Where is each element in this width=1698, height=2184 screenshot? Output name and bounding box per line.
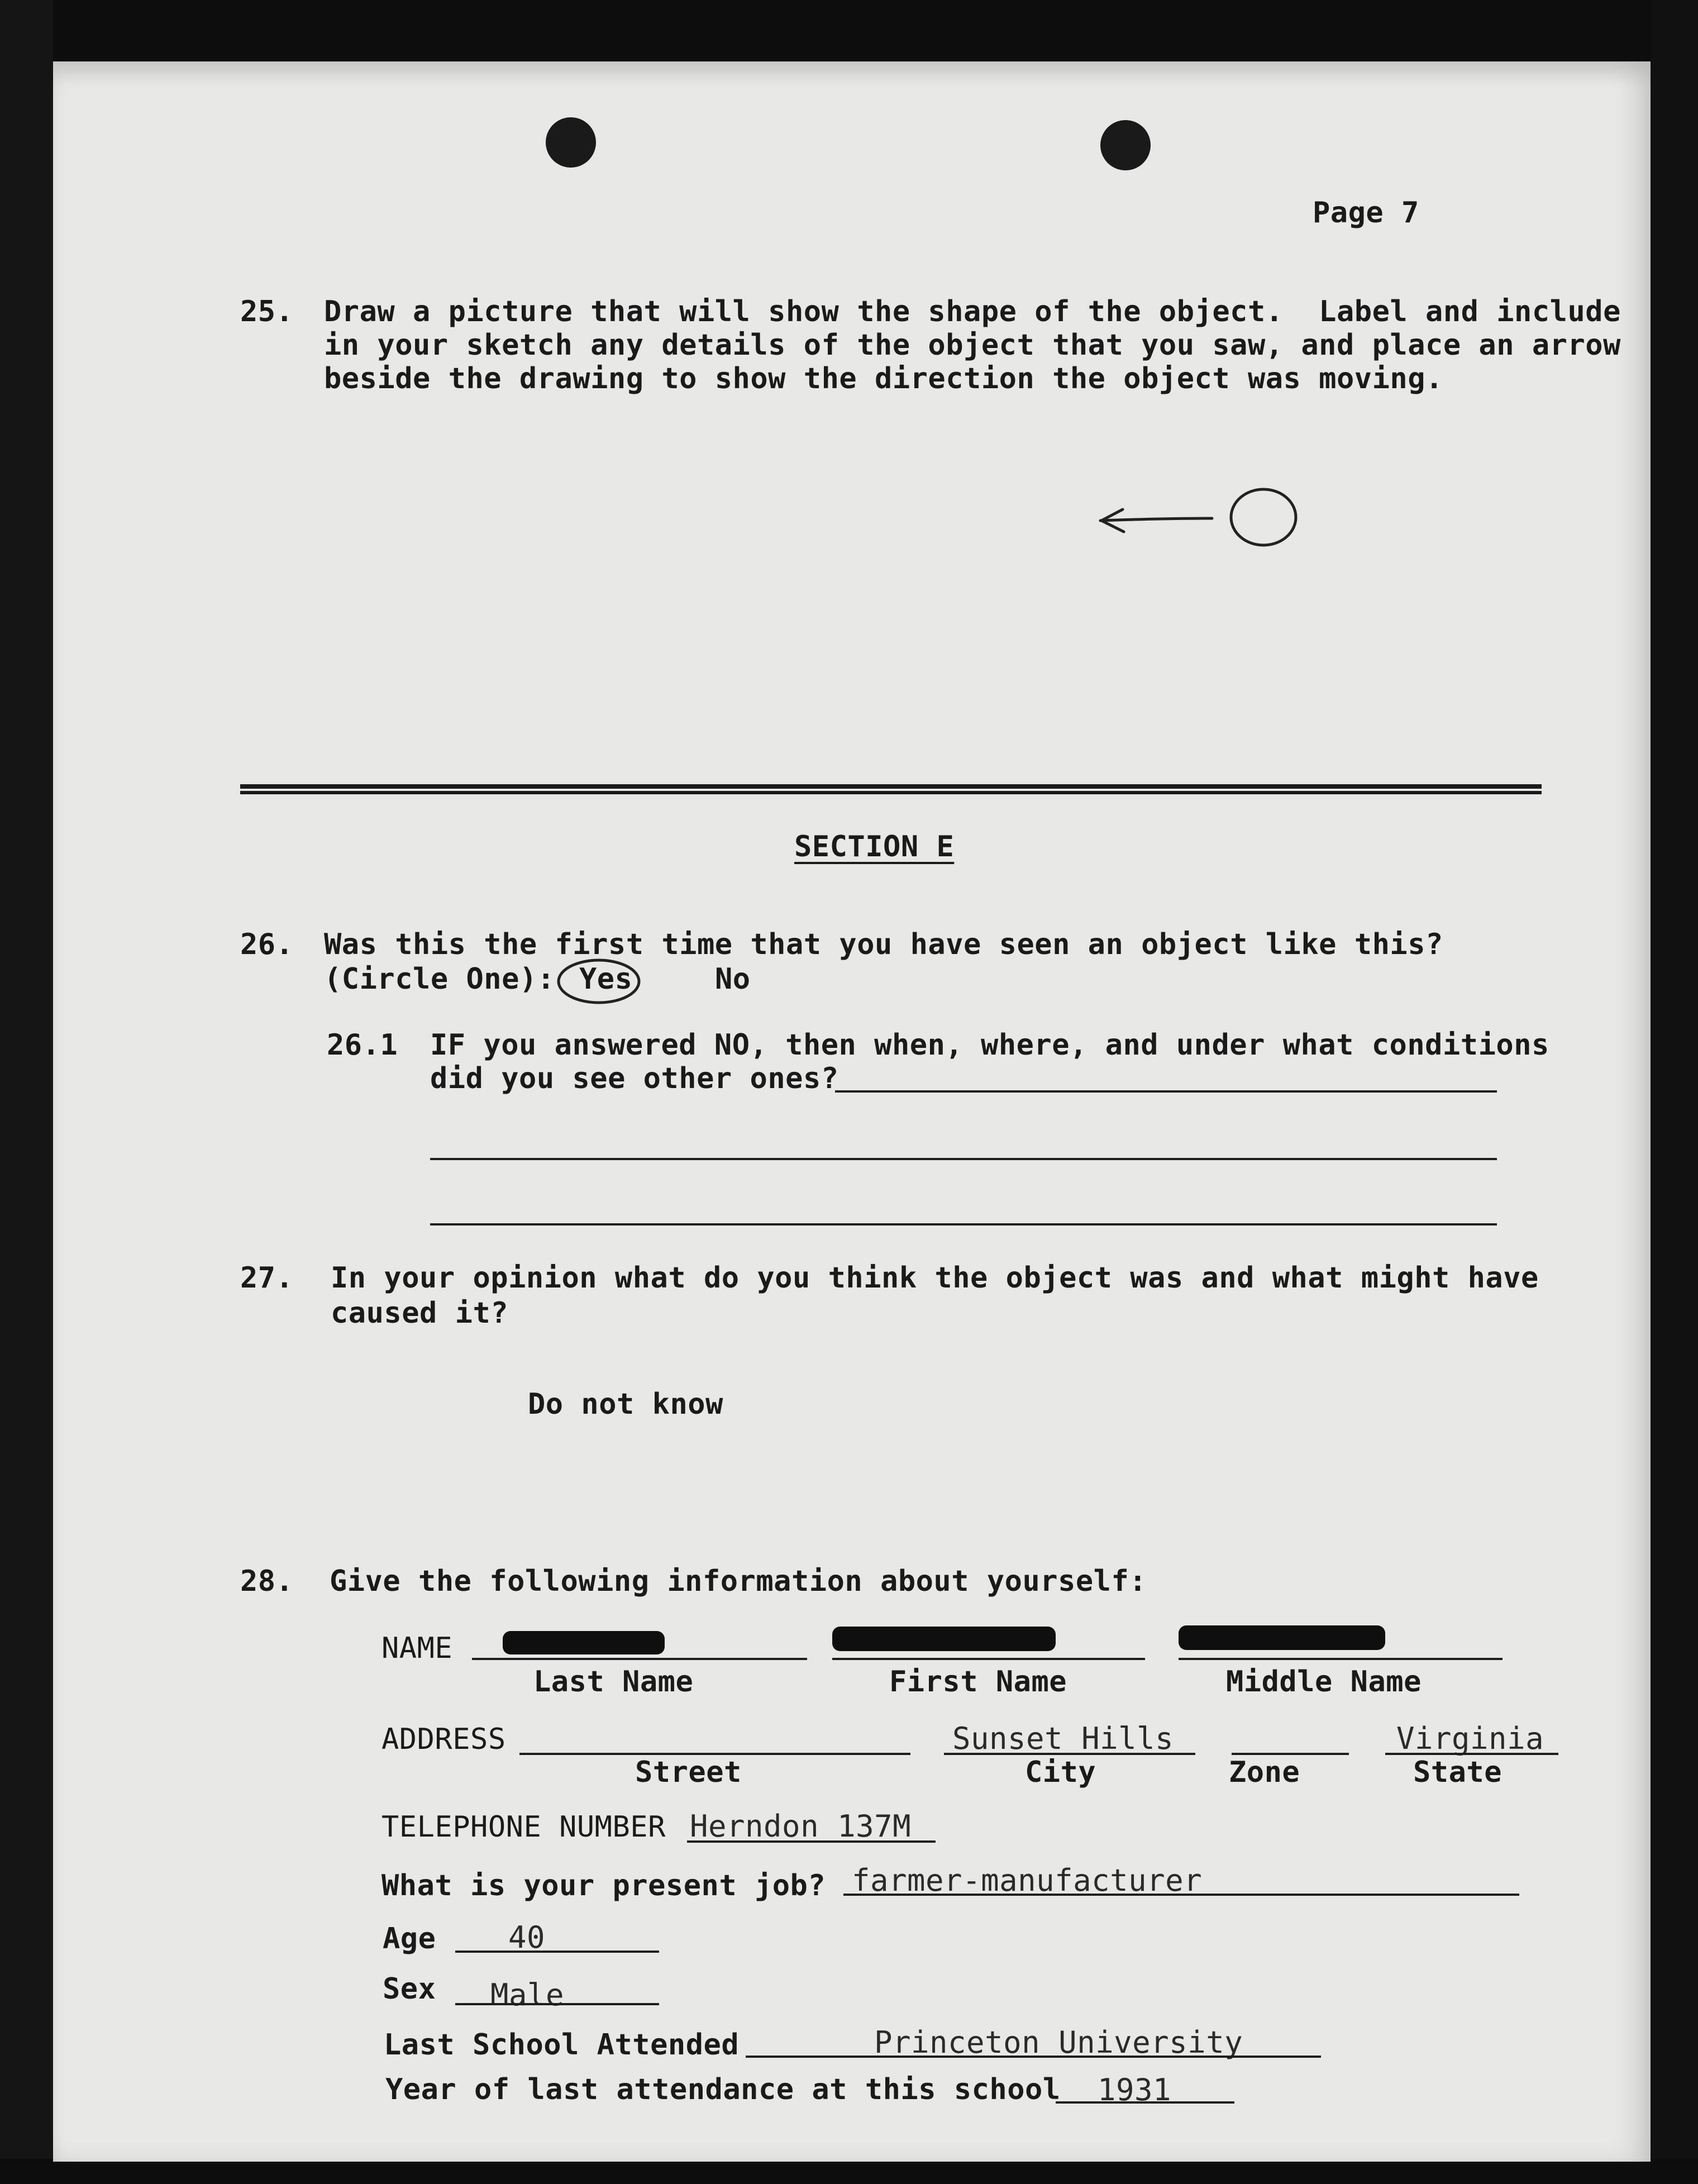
q26-1-answer-line-1[interactable]	[835, 1090, 1497, 1093]
yes-circle-mark	[554, 956, 643, 1007]
q26-1-line-1: IF you answered NO, then when, where, and under what conditions	[430, 1028, 1549, 1062]
page-number: Page 7	[1313, 196, 1419, 230]
job-value: farmer-manufacturer	[852, 1863, 1203, 1898]
age-line[interactable]	[455, 1951, 659, 1953]
telephone-line[interactable]	[687, 1840, 936, 1843]
scan-border-top	[0, 0, 1698, 64]
q26-1-line-2: did you see other ones?	[430, 1062, 839, 1095]
q26-circle-label: (Circle One):	[324, 962, 555, 996]
age-label: Age	[383, 1922, 436, 1956]
section-title: SECTION E	[794, 830, 955, 864]
state-line[interactable]	[1385, 1753, 1558, 1755]
sex-value: Male	[490, 1977, 565, 2013]
q26-1-number: 26.1	[327, 1028, 398, 1062]
scan-border-right	[1651, 0, 1698, 2184]
city-value: Sunset Hills	[952, 1721, 1174, 1756]
year-label: Year of last attendance at this school	[385, 2073, 1061, 2106]
scan-border-left	[0, 0, 53, 2184]
punch-hole-left	[546, 117, 596, 168]
state-caption: State	[1413, 1756, 1503, 1789]
last-name-caption: Last Name	[533, 1665, 694, 1699]
school-value: Princeton University	[874, 2025, 1243, 2060]
school-label: Last School Attended	[384, 2028, 740, 2062]
q27-line-2: caused it?	[331, 1296, 509, 1330]
city-line[interactable]	[944, 1753, 1195, 1755]
arrow-left-icon	[1100, 509, 1212, 532]
age-value: 40	[508, 1920, 546, 1955]
first-name-line[interactable]	[832, 1658, 1145, 1660]
street-caption: Street	[635, 1756, 742, 1789]
sex-label: Sex	[383, 1972, 436, 2006]
q26-number: 26.	[240, 928, 294, 961]
address-label: ADDRESS	[381, 1723, 506, 1756]
scan-border-bottom	[0, 2159, 1698, 2184]
object-sketch	[1084, 480, 1318, 553]
redaction-first-name	[832, 1627, 1056, 1651]
q25-number: 25.	[240, 295, 294, 328]
circle-object-icon	[1231, 489, 1296, 545]
q25-line-3: beside the drawing to show the direction the object was moving.	[324, 362, 1443, 395]
q26-option-no[interactable]: No	[715, 962, 751, 996]
q25-line-2: in your sketch any details of the object that you saw, and place an arrow	[324, 328, 1621, 362]
q27-number: 27.	[240, 1261, 294, 1295]
q26-1-answer-line-3[interactable]	[430, 1223, 1497, 1225]
section-divider	[240, 784, 1542, 794]
street-line[interactable]	[519, 1753, 910, 1755]
zone-line[interactable]	[1232, 1753, 1349, 1755]
job-label: What is your present job?	[381, 1869, 826, 1902]
q28-number: 28.	[240, 1565, 294, 1598]
q27-answer: Do not know	[528, 1387, 723, 1421]
q26-1-answer-line-2[interactable]	[430, 1158, 1497, 1160]
q28-line-1: Give the following information about yourself:	[330, 1565, 1147, 1598]
first-name-caption: First Name	[889, 1665, 1067, 1699]
q27-line-1: In your opinion what do you think the object was and what might have	[331, 1261, 1539, 1295]
last-name-line[interactable]	[472, 1658, 807, 1660]
sex-line[interactable]	[455, 2003, 659, 2005]
zone-caption: Zone	[1229, 1756, 1300, 1789]
q25-line-1: Draw a picture that will show the shape of the object. Label and include	[324, 295, 1621, 328]
redaction-last-name	[503, 1631, 665, 1654]
q26-option-yes[interactable]: Yes	[579, 962, 633, 996]
telephone-label: TELEPHONE NUMBER	[381, 1810, 666, 1844]
redaction-middle-name	[1179, 1625, 1385, 1650]
school-line[interactable]	[746, 2056, 1321, 2058]
job-line[interactable]	[843, 1894, 1519, 1896]
middle-name-line[interactable]	[1179, 1658, 1503, 1660]
name-label: NAME	[381, 1632, 453, 1665]
year-line[interactable]	[1056, 2101, 1234, 2104]
state-value: Virginia	[1396, 1721, 1544, 1756]
punch-hole-right	[1100, 120, 1151, 170]
telephone-value: Herndon 137M	[690, 1809, 912, 1844]
middle-name-caption: Middle Name	[1226, 1665, 1422, 1699]
q26-line-1: Was this the first time that you have seen an object like this?	[324, 928, 1443, 961]
year-value: 1931	[1098, 2072, 1172, 2107]
city-caption: City	[1025, 1756, 1096, 1789]
